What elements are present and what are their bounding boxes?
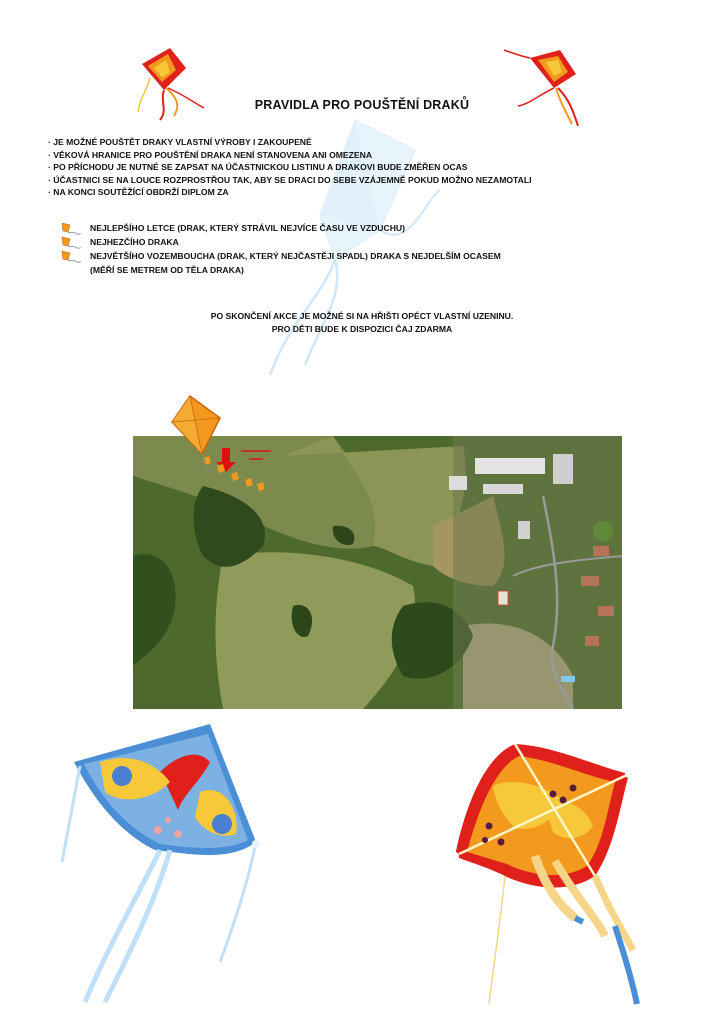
red-kite-illustration-right [500,44,585,129]
orange-butterfly-kite-illustration [445,736,640,1006]
closing-line: PO SKONČENÍ AKCE JE MOŽNÉ SI NA HŘIŠTI OPÉCT VLASTNÍ UZENINU. [210,311,514,321]
kite-icon [60,250,82,264]
award-label: NEJVĚTŠÍHO VOZEMBOUCHA (DRAK, KTERÝ NEJČASTĚJI SPADL) DRAKA S NEJDELŠÍM OCASEM [90,251,501,261]
closing-line: PRO DĚTI BUDE K DISPOZICI ČAJ ZDARMA [271,324,453,334]
blue-butterfly-kite-illustration [60,722,275,1007]
rule-item: · ÚČASTNICI SE NA LOUCE ROZPROSTŘOU TAK, ABY SE DRACI DO SEBE VZÁJEMNĚ POKUD MOŽNO NEZAMOTALI [48,174,532,185]
rule-item: · NA KONCI SOUTĚŽÍCÍ OBDRŽÍ DIPLOM ZA [48,187,229,198]
rules-list [48,136,532,199]
kite-icon [60,222,82,236]
award-label: (MĚŘÍ SE METREM OD TĚLA DRAKA) [90,265,244,275]
award-item [60,250,501,264]
award-label: NEJLEPŠÍHO LETCE (DRAK, KTERÝ STRÁVIL NEJVÍCE ČASU VE VZDUCHU) [90,223,405,233]
rule-item: · PO PŘÍCHODU JE NUTNÉ SE ZAPSAT NA ÚČASTNICKOU LISTINU A DRAKOVI BUDE ZMĚŘEN OCAS [48,162,468,173]
award-item [60,222,501,236]
kite-icon [60,236,82,250]
award-item [60,236,501,250]
aerial-map-drawing [133,436,622,709]
orange-kite-illustration [168,394,238,474]
rule-item: · JE MOŽNÉ POUŠTĚT DRAKY VLASTNÍ VÝROBY I ZAKOUPENÉ [48,137,312,147]
page-title: PRAVIDLA PRO POUŠTĚNÍ DRAKŮ [254,98,470,112]
awards-list [60,222,501,277]
closing-note [0,310,724,336]
aerial-map-image [133,436,622,709]
rule-item: · VĚKOVÁ HRANICE PRO POUŠTĚNÍ DRAKA NENÍ STANOVENA ANI OMEZENA [48,149,373,160]
award-label: NEJHEZČÍHO DRAKA [90,237,179,247]
award-item-continuation [60,264,501,277]
